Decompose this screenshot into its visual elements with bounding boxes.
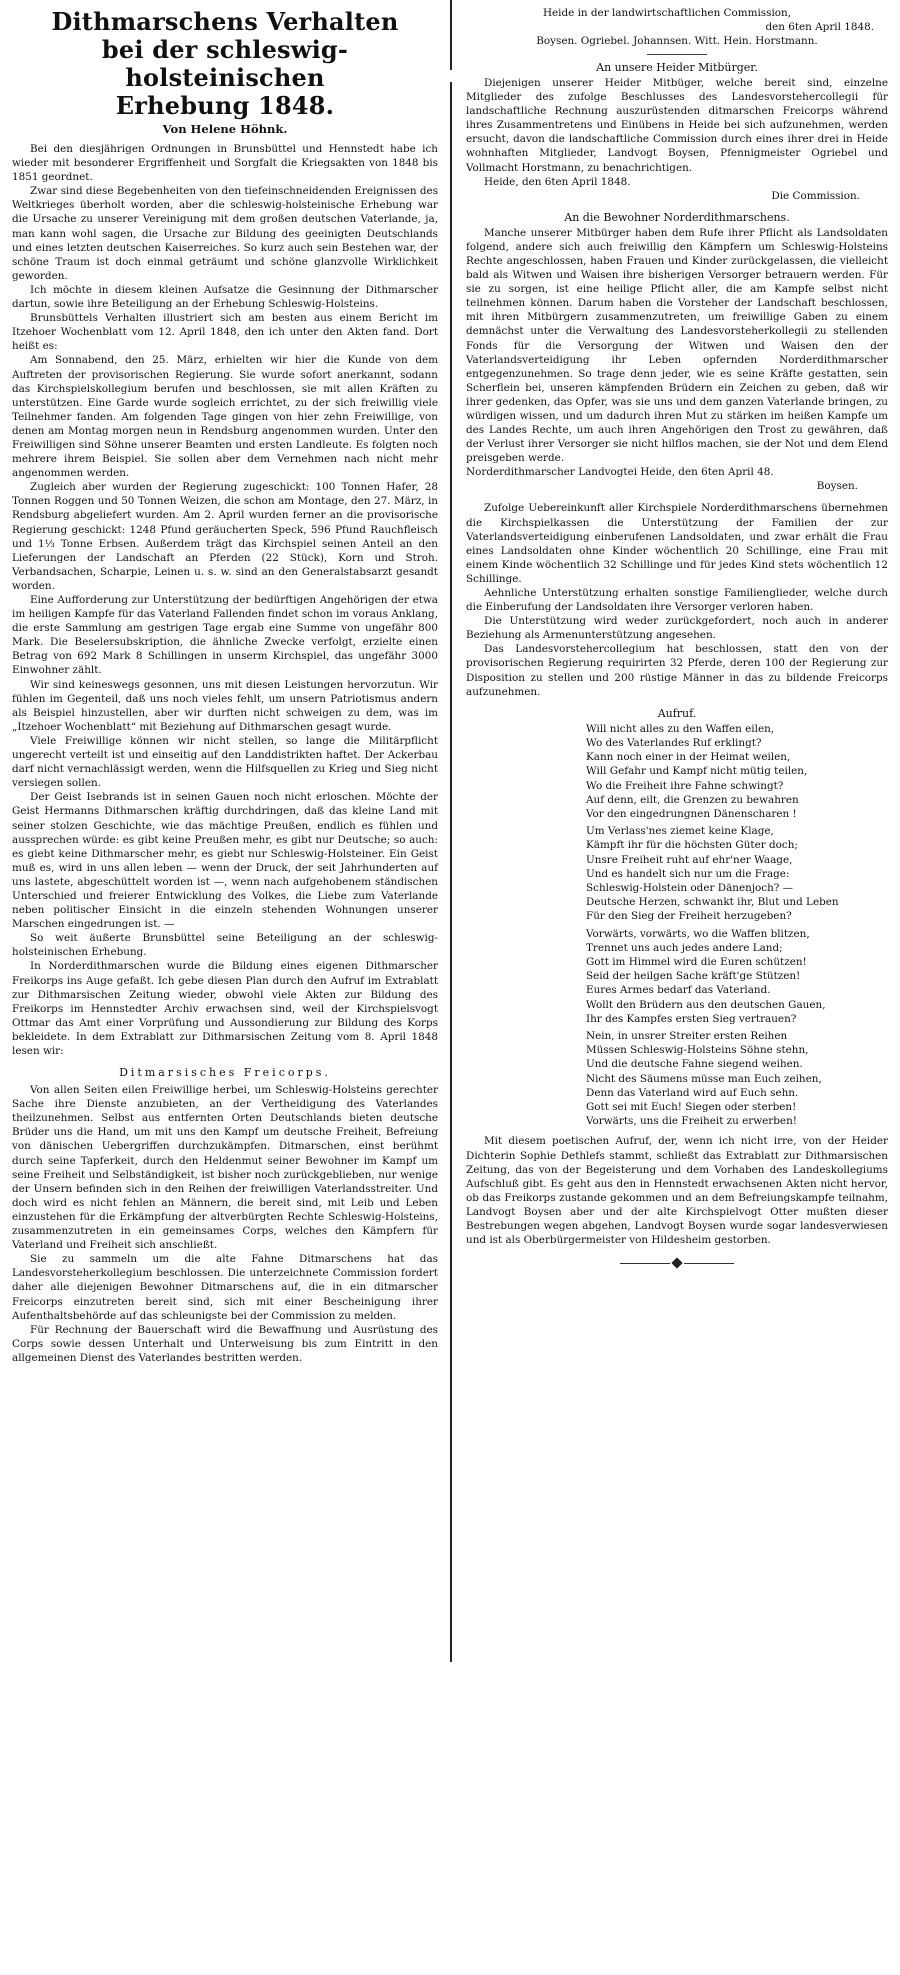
- poem-line: Will Gefahr und Kampf nicht mütig teilen,: [586, 765, 808, 778]
- notice-heading: An die Bewohner Norderdithmarschens.: [564, 210, 790, 224]
- title-line: Dithmarschens Verhalten: [51, 7, 399, 36]
- poem-stanza: [586, 1029, 888, 1128]
- notice-heading: An unsere Heider Mitbürger.: [596, 61, 758, 74]
- poem-line: Wollt den Brüdern aus den deutschen Gauen,: [586, 998, 826, 1011]
- poem-stanza: [586, 927, 888, 1026]
- paragraph: Viele Freiwillige können wir nicht stellen, so lange die Militärpflicht ungerecht verteilt ist und einseitig auf den Landdistrikten haftet. Der Ackerbau darf nicht vernachlässigt werden, wenn die Hilfsquellen zu Krieg und Sieg nicht versiegen sollen.: [12, 734, 438, 790]
- poem-stanza: [586, 824, 888, 923]
- paragraph: Der Geist Isebrands ist in seinen Gauen noch nicht erloschen. Möchte der Geist Hermanns Dithmarschen kräftig durchdringen, daß das kleine Land mit seiner stolzen Geschichte, wie das mächtige Preußen, endlich es fühlen und aussprechen würde: es gibt keine Preußen mehr, es gibt nur Deutsche; so auch: es giebt keine Dithmarscher mehr, es giebt nur Schleswig-Holsteiner. Ein Geist muß es, wird in uns allen leben — wenn der Druck, der seit Jahrhunderten auf uns lastete, abgeschüttelt worden ist —, wenn nach aufgehobenem ständischen Unterschied und freierer Entwicklung des Volkes, die Liebe zum Vaterlande neben politischer Einsicht in die einzeln stehenden Wohnungen unserer Marschen eingedrungen ist. —: [12, 791, 438, 931]
- poem-line: Auf denn, eilt, die Grenzen zu bewahren: [586, 793, 799, 806]
- paragraph: Die Unterstützung wird weder zurückgefordert, noch auch in anderer Beziehung als Armenunterstützung angesehen.: [466, 615, 888, 642]
- paragraph: Zwar sind diese Begebenheiten von den tiefeinschneidenden Ereignissen des Weltkrieges überholt worden, aber die schleswig-holsteinische Erhebung war die Ursache zu unserer Vereinigung mit dem großen deutschen Vaterlande, ja, man kann wohl sagen, die Ursache zur Bildung des geeinigten Deutschlands und eines letzten deutschen Kaiserreiches. So kurz auch sein Bestehen war, der schöne Traum ist doch einmal geträumt und schöne glanzvolle Wirklichkeit geworden.: [12, 185, 438, 282]
- poem-line: Und es handelt sich nur um die Frage:: [586, 867, 790, 880]
- paragraph: Das Landesvorstehercollegium hat beschlossen, statt den von der provisorischen Regierung requirirten 32 Pferde, deren 100 der Regierung zur Disposition zu stellen und 200 rüstige Männer in das zu bildende Freicorps aufzunehmen.: [466, 643, 888, 698]
- notice-date: Heide, den 6ten April 1848.: [484, 175, 631, 188]
- title-line: Erhebung 1848.: [115, 91, 335, 120]
- end-ornament: [466, 1259, 888, 1267]
- paragraph: Zugleich aber wurden der Regierung zugeschickt: 100 Tonnen Hafer, 28 Tonnen Roggen und 50 Tonnen Weizen, die schon am Montage, den 27. März, in Rendsburg abgeliefert wurden. Am 2. April wurden ferner an die provisorische Regierung geschickt: 1248 Pfund geräucherten Speck, 596 Pfund Rauchfleisch und 1⅓ Tonne Erbsen. Außerdem trägt das Kirchspiel seinen Anteil an den Lieferungen der Landschaft an Pferden (22 Stück), Korn und Stroh. Verbandsachen, Scharpie, Leinen u. s. w. sind an den Generalstabsarzt gesandt worden.: [12, 481, 438, 592]
- paragraph: Eine Aufforderung zur Unterstützung der bedürftigen Angehörigen der etwa im heiligen Kampfe für das Vaterland Fallenden findet schon im voraus Anklang, die erste Sammlung am gestrigen Tage ergab eine Summe von ungefähr 800 Mark. Die Beselersubskription, die ähnliche Zwecke verfolgt, erzielte einen Betrag von 692 Mark 8 Schillingen in unserm Kirchspiel, das ungefähr 3000 Einwohner zählt.: [12, 594, 438, 677]
- paragraph: Brunsbüttels Verhalten illustriert sich am besten aus einem Bericht im Itzehoer Wochenblatt vom 12. April 1848, den ich unter den Akten fand. Dort heißt es:: [12, 312, 438, 353]
- notice-signature: Die Commission.: [771, 189, 860, 202]
- poem-line: Wo die Freiheit ihre Fahne schwingt?: [586, 779, 784, 792]
- poem-line: Wo des Vaterlandes Ruf erklingt?: [586, 736, 762, 749]
- poem-line: Eures Armes bedarf das Vaterland.: [586, 984, 771, 997]
- poem-line: Seid der heilgen Sache kräft'ge Stützen!: [586, 970, 801, 983]
- poem-line: Um Verlass'nes ziemet keine Klage,: [586, 825, 774, 838]
- poem-line: Vorwärts, vorwärts, wo die Waffen blitzen,: [586, 927, 810, 940]
- poem-line: Nein, in unsrer Streiter ersten Reihen: [586, 1030, 788, 1043]
- poem-line: Nicht des Säumens müsse man Euch zeihen,: [586, 1072, 822, 1085]
- poem-line: Müssen Schleswig-Holsteins Söhne stehn,: [586, 1044, 809, 1057]
- poem-line: Gott sei mit Euch! Siegen oder sterben!: [586, 1101, 797, 1114]
- paragraph: So weit äußerte Brunsbüttel seine Beteiligung an der schleswig-holsteinischen Erhebung.: [12, 932, 438, 959]
- commission-date: den 6ten April 1848.: [765, 21, 874, 33]
- commission-names: Boysen. Ogriebel. Johannsen. Witt. Hein. Horstmann.: [536, 35, 818, 47]
- paragraph: Von allen Seiten eilen Freiwillige herbei, um Schleswig-Holsteins gerechter Sache ihre Dienste anzubieten, an der Vertheidigung des Vaterlandes theilzunehmen. Selbst aus entfernten Orten Deutschlands bieten deutsche Brüder uns die Hand, um mit uns den Kampf um deutsche Freiheit, Befreiung von dänischen Uebergriffen durchzukämpfen. Ditmarschen, einst berühmt durch seine Tapferkeit, durch den Heldenmut seiner Bewohner im Kampf um seine Freiheit und Selbständigkeit, ist bisher noch zurückgeblieben, nur wenige der Unsern befinden sich in den Reihen der freiwilligen Vaterlandsstreiter. Und doch wird es nicht fehlen an Männern, die bereit sind, mit Leib und Leben einzustehen für die Erkämpfung der altverbürgten Rechte Schleswig-Holsteins, zusammenzutreten in ein gemeinsames Corps, welches den Kämpfern für Vaterland und Freiheit sich anschließt.: [12, 1084, 438, 1252]
- paragraph: Aehnliche Unterstützung erhalten sonstige Familienglieder, welche durch die Einberufung der Landsoldaten ihre Versorger verloren haben.: [466, 587, 888, 614]
- notice-place: Norderdithmarscher Landvogtei Heide, den 6ten April 48.: [466, 466, 774, 479]
- paragraph: In Norderdithmarschen wurde die Bildung eines eigenen Dithmarscher Freikorps ins Auge gefaßt. Ich gebe diesen Plan durch den Aufruf im Extrablatt zur Dithmarsischen Zeitung wieder, obwohl viele Akten zur Bildung des Freikorps im Hennstedter Archiv erwachsen sind, weil der Kirchspielsvogt Ottmar das Amt einer Vorprüfung und Aussondierung zur Bildung des Korps bekleidete. In dem Extrablatt zur Dithmarsischen Zeitung vom 8. April 1848 lesen wir:: [12, 960, 438, 1057]
- poem-line: Gott im Himmel wird die Euren schützen!: [586, 956, 807, 968]
- poem-line: Und die deutsche Fahne siegend weihen.: [586, 1058, 803, 1071]
- ornament-diamond-icon: [671, 1258, 682, 1269]
- article-body-part-1: [12, 142, 438, 1058]
- paragraph: Zufolge Uebereinkunft aller Kirchspiele Norderdithmarschens übernehmen die Kirchspielkassen die Unterstützung der Familien der zur Vaterlandsverteidigung einberufenen Landsoldaten, und zwar erhält die Frau eines Landsoldaten ohne Kinder wöchentlich 20 Schillinge, eine Frau mit einem Kinde wöchentlich 32 Schillinge und für jedes Kind stets wöchentlich 12 Schillinge.: [466, 502, 888, 585]
- separator: [647, 54, 707, 55]
- poem-line: Trennet uns auch jedes andere Land;: [586, 941, 783, 954]
- paragraph: Sie zu sammeln um die alte Fahne Ditmarschens hat das Landesvorsteherkollegium beschlossen. Die unterzeichnete Commission fordert daher alle diejenigen Bewohner Ditmarschens auf, die in ein ditmarscher Freicorps einzutreten bereit sind, sich mit einer Bescheinigung ihrer Aufenthaltsbehörde auf das schleunigste bei der Commission zu melden.: [12, 1253, 438, 1322]
- closing-paragraph: Mit diesem poetischen Aufruf, der, wenn ich nicht irre, von der Heider Dichterin Sophie Dethlefs stammt, schließt das Extrablatt zur Dithmarsischen Zeitung, das von der Begeisterung und dem Vorhaben des Landeskollegiums Aufschluß gibt. Es geht aus den in Hennstedt erwachsenen Akten nicht hervor, ob das Freikorps zustande gekommen und an dem Befreiungskampfe teilnahm, Landvogt Boysen aber und der alte Kirchspielvogt Otter mußten dieser Bestrebungen wegen abgehen, Landvogt Boysen wurde sogar landesverwiesen und ist als Oberbürgermeister von Hildesheim gestorben.: [466, 1135, 888, 1247]
- poem-line: Für den Sieg der Freiheit herzugeben?: [586, 910, 792, 923]
- poem-line: Vorwärts, uns die Freiheit zu erwerben!: [586, 1115, 797, 1128]
- poem-line: Schleswig-Holstein oder Dänenjoch? —: [586, 881, 794, 894]
- poem-line: Will nicht alles zu den Waffen eilen,: [586, 722, 775, 735]
- poem-line: Denn das Vaterland wird auf Euch sehn.: [586, 1086, 799, 1099]
- title-line: bei der schleswig-holsteinischen: [101, 35, 349, 92]
- poem-line: Unsre Freiheit ruht auf ehr'ner Waage,: [586, 853, 793, 866]
- poem-line: Ihr des Kampfes ersten Sieg vertrauen?: [586, 1012, 797, 1025]
- poem-stanza: [586, 722, 888, 821]
- right-column: [452, 0, 892, 1267]
- paragraph: Für Rechnung der Bauerschaft wird die Bewaffnung und Ausrüstung des Corps sowie dessen Unterhalt und Unterweisung bis zum Eintritt in den allgemeinen Dienst des Vaterlandes bestritten werden.: [12, 1323, 438, 1364]
- byline: Von Helene Höhnk.: [162, 122, 288, 136]
- paragraph: Am Sonnabend, den 25. März, erhielten wir hier die Kunde von dem Auftreten der provisorischen Regierung. Sie wurde sofort anerkannt, sodann das Kirchspielskollegium berufen und beschlossen, sie mit allen Kräften zu unterstützen. Eine Garde wurde sogleich errichtet, zu der sich freiwillig viele Teilnehmer fanden. Am folgenden Tage gingen von hier zehn Freiwillige, von denen am Montag morgen neun in Rendsburg angenommen wurden. Unter den Freiwilligen sind Söhne unserer Beamten und ersten Landleute. Es folgten noch mehrere ihrem Beispiel. Sie sollen aber dem Vernehmen nach nicht mehr angenommen werden.: [12, 354, 438, 480]
- notice-text: Diejenigen unserer Heider Mitbüger, welche bereit sind, einzelne Mitglieder des zufolge Beschlusses des Landesvorstehercollegii für landschaftliche Rechnung auszurüstenden ditmarschen Freicorps während ihres Zusammentretens und Einübens in Heide bei sich aufzunehmen, werden ersucht, davon die landschaftliche Commission durch eines ihrer drei in Heide wohnhaften Mitglieder, Landvogt Boysen, Pfennigmeister Ogriebel und Vollmacht Horstmann, zu benachrichtigen.: [466, 77, 888, 174]
- poem-line: Vor den eingedrungnen Dänenscharen !: [586, 807, 797, 820]
- poem-line: Deutsche Herzen, schwankt ihr, Blut und Leben: [586, 896, 839, 909]
- ornament-line: [684, 1263, 734, 1264]
- paragraph: Wir sind keineswegs gesonnen, uns mit diesen Leistungen hervorzutun. Wir fühlen im Gegenteil, daß uns noch vieles fehlt, um unsern Patriotismus andern als Beispiel hinzustellen, aber wir durften nicht schweigen zu dem, was im „Itzehoer Wochenblatt“ mit Beziehung auf Dithmarschen gesagt wurde.: [12, 678, 438, 733]
- article-body-part-3: [466, 501, 888, 698]
- poem-line: Kann noch einer in der Heimat weilen,: [586, 751, 791, 764]
- left-column: [8, 0, 442, 1365]
- notice-text: Manche unserer Mitbürger haben dem Rufe ihrer Pflicht als Landsoldaten folgend, andere sich auch freiwillig den Kämpfern um Schleswig-Holsteins Rechte angeschlossen, haben Frauen und Kinder zurückgelassen, die vielleicht bald als Witwen und Waisen ihre bisherigen Versorger betrauern werden. Für sie zu sorgen, ist eine heilige Pflicht aller, die am Kampfe selbst nicht teilnehmen können. Darum haben die Vorsteher der Landschaft beschlossen, mit ihren Mitbürgern zusammenzutreten, um freiwillige Gaben zu einem demnächst unter die Verwaltung des Landesvorsteherkollegii zu stellenden Fonds für die Versorgung der Witwen und Waisen den der Vaterlandsverteidigung ihr Leben opfernden Norderdithmarscher entgegenzunehmen. So trage denn jeder, wie es seine Kräfte gestatten, sein Scherflein bei, unseren kämpfenden Brüdern ein Zeichen zu geben, daß wir ihrer gedenken, das Opfer, was sie uns und dem ganzen Vaterlande bringen, zu würdigen wissen, und um dadurch ihren Mut zu stärken im heißen Kampfe um des Landes Rechte, um auch ihren Angehörigen den Trost zu gewähren, daß der Verlust ihrer Versorger sie nicht hilflos machen, sie der Not und dem Elend preisgeben werde.: [466, 226, 888, 465]
- ornament-line: [620, 1263, 670, 1264]
- article-title: [12, 8, 438, 120]
- paragraph: Bei den diesjährigen Ordnungen in Brunsbüttel und Hennstedt habe ich wieder mit besonderer Ergriffenheit und Sorgfalt die Kriegsakten von 1848 bis 1851 geordnet.: [12, 143, 438, 184]
- poem-line: Kämpft ihr für die höchsten Güter doch;: [586, 839, 798, 852]
- subheading: Ditmarsisches Freicorps.: [119, 1066, 331, 1080]
- paragraph: Ich möchte in diesem kleinen Aufsatze die Gesinnung der Dithmarscher dartun, sowie ihre Beteiligung an der Erhebung Schleswig-Holsteins.: [12, 283, 438, 311]
- notice-signature: Boysen.: [816, 480, 858, 493]
- poem: [586, 722, 888, 1129]
- poem-title: Aufruf.: [657, 706, 697, 720]
- article-body-part-2: [12, 1083, 438, 1365]
- commission-place: Heide in der landwirtschaftlichen Commission,: [542, 7, 792, 19]
